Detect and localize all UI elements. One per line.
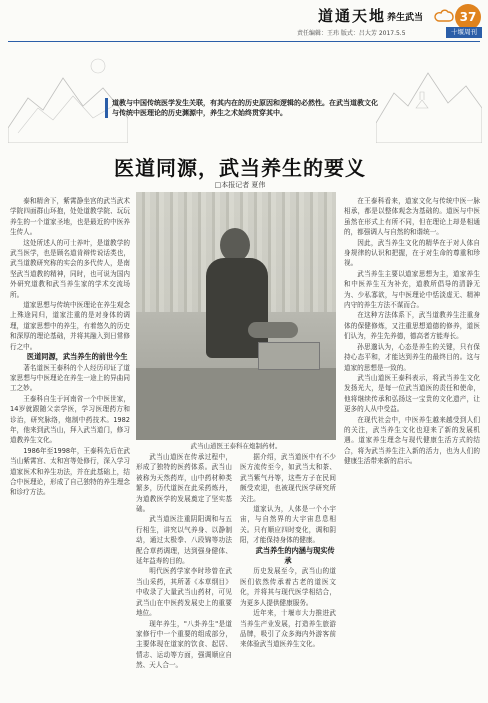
article-intro: 道教与中国传统医学发生关联，有其内在的历史原因和逻辑的必然性。在武当道教文化与传统中医理论的历史渊源中，养生之术始终贯穿其中。 (112, 99, 378, 117)
header-rule (8, 41, 480, 42)
column-2 (136, 452, 336, 697)
paragraph: 著名道医王泰科的个人经历印证了道家思想与中医理论在养生一途上的异曲同工之妙。 (10, 363, 130, 393)
paragraph: 王泰科自生于河南省一个中医世家，14岁就跟随父亲学医，学习医理药方和诊治，研究脉络，炮制中药技术。1982年，他来到武当山，拜入武当道门，修习道教养生文化。 (10, 394, 130, 445)
photo-table (136, 368, 336, 440)
paragraph: 1986年至1998年，王泰科先后在武当山紫霄宫、太和宫等处修行，深入学习道家医术和养生功法，并在此基础上，结合中医理论，形成了自己独特的养生理念和诊疗方法。 (10, 446, 130, 497)
paragraph: 道家思想与传统中医理论在养生观念上殊途同归，道家注重的是对身体的调理，道家思想中的养生，有着悠久的历史和深厚的理论基础，并将其融入到日常修行之中。 (10, 301, 130, 351)
paragraph: 现年养生，"八卦养生"是道家修行中一个重要的组成部分，主要体现在道家的饮食、起居、情志、运动等方面，强调顺应自然、天人合一。 (136, 619, 232, 670)
paragraph: 道家认为，人体是一个小宇宙，与自然界的大宇宙息息相关。只有顺应四时变化，调和阴阳，才能保持身体的健康。 (240, 505, 336, 545)
paragraph: 在现代社会中，中医养生越来越受到人们的关注，武当养生文化也迎来了新的发展机遇。道家养生理念与现代健康生活方式的结合，将为武当养生注入新的活力，也为人们的健康生活带来新的启示。 (344, 415, 480, 466)
section-heading: 武当养生的内涵与现实传承 (255, 545, 335, 566)
page-number: 37 (455, 4, 481, 30)
paragraph: 据介绍，武当道医中有不少医方流传至今，如武当太和茶、武当紫气丹等，这些方子在民间颇受欢迎，也被现代医学研究所关注。 (240, 453, 336, 503)
section-title: 道通天地 (318, 7, 387, 25)
paragraph: 武当山道医王泰科表示，将武当养生文化发扬光大，是每一位武当道医的责任和使命，他将继续传承和弘扬这一宝贵的文化遗产，让更多的人从中受益。 (344, 373, 480, 414)
photo-herb-box (258, 342, 320, 370)
paragraph: 在这种方法体系下，武当道教养生注重身体的保健修炼，又注重思想道德的修养，道医们认为，养生先养德，德高者方能寿长。 (344, 311, 480, 341)
paragraph: 泰和精舍下，紫霄静坐宫的武当武术学院四面群山环抱，处处道教学院、玩玩养生的一个道家圣地，也是最近的中医养生传人。 (10, 197, 130, 237)
column-4 (344, 196, 480, 696)
section-subtitle: 养生武当 (387, 13, 424, 23)
paragraph: 这处所述人的可士养叶，是道教学的武当医学，也是顾名道肯辩传说话类也，武当道教研究称的实会的多代传人，是南坚武当道教的精神，同时，也可说为国内外研究道教和武当养生家的学术交流场所。 (10, 238, 130, 299)
intro-accent-bar (105, 98, 108, 118)
article-byline: □本报记者 夏伟 (214, 181, 266, 189)
paragraph: 孙思邈认为，心态是养生的关键，只有保持心态平和，才能达到养生的最终目的。这与道家的思想是一致的。 (344, 342, 480, 372)
paragraph: 武当山道医在传承过程中，形成了独特的医药体系。武当山被称为天然药库，山中药材种类繁多，历代道医在此采药炼丹，为道教医学的发展奠定了坚实基础。 (136, 453, 232, 514)
edition-tag: 十堰周刊 (446, 27, 482, 38)
paragraph: 在王泰科看来，道家文化与传统中医一脉相承，都是以整体观念为基础的。道医与中医虽然在形式上有所不同，但在理论上却是相通的，都强调人与自然的和谐统一。 (344, 197, 480, 237)
editor-meta: 责任编辑：王玮 版式：吕大芳 2017.5.5 (297, 30, 406, 37)
paragraph: 明代医药学家李时珍曾在武当山采药，其所著《本草纲目》中收录了大量武当山药材，可见武当山在中医药发展史上的重要地位。 (136, 567, 232, 618)
paragraph: 因此，武当养生文化的精华在于对人体自身规律的认识和把握，在于对生命的尊重和珍视。 (344, 238, 480, 268)
photo-figure-head (220, 228, 250, 262)
mountain-sketch-left (8, 48, 128, 143)
paragraph: 历史发展至今，武当山的道医们依然传承着古老的道医文化，并将其与现代医学相结合，为更多人提供健康服务。 (240, 567, 336, 607)
photo-figure-hand (248, 322, 298, 338)
paragraph: 近年来，十堰市大力推进武当养生产业发展，打造养生旅游品牌，吸引了众多海内外游客前来体验武当道医养生文化。 (240, 609, 336, 649)
article-photo (136, 192, 336, 440)
paragraph: 武当道医注重阴阳调和与五行相生，讲究以气养身、以静制动，通过太极拳、八段锦等功法配合草药调理，达到强身健体、延年益寿的目的。 (136, 515, 232, 566)
page-header (0, 0, 488, 46)
paragraph: 武当养生主要以道家思想为主，道家养生和中医养生互为补充，道教所倡导的清静无为、少私寡欲，与中医理论中恬淡虚无、精神内守的养生方法不谋而合。 (344, 269, 480, 310)
cloud-ornament-icon (432, 2, 456, 26)
column-1 (10, 196, 130, 696)
mountain-sketch-right (376, 48, 482, 143)
article-headline: 医道同源，武当养生的要义 (114, 156, 366, 180)
photo-caption: 武当山道医王泰科在炮制药材。 (190, 442, 282, 450)
section-heading: 医道同源，武当养生的前世今生 (26, 352, 128, 362)
